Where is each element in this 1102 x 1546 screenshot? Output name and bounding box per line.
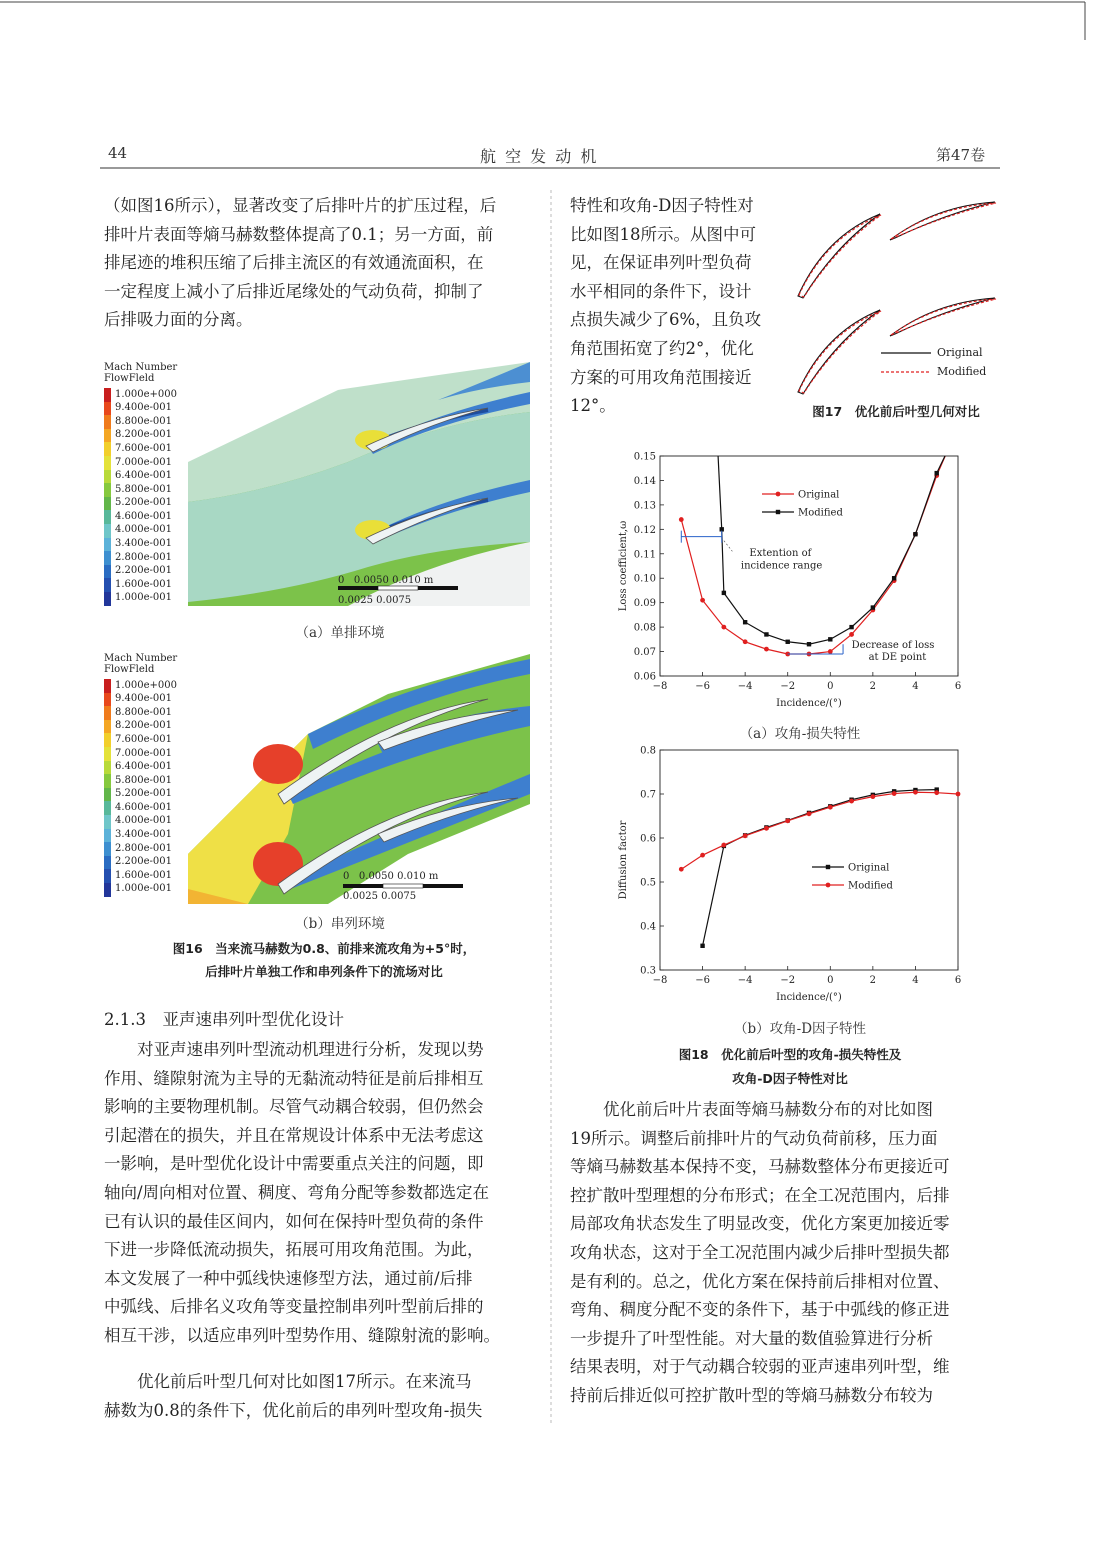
legend-entry [104,442,184,456]
legend-swatch [104,815,111,829]
data-point [743,639,748,644]
text-line: 后排吸力面的分离。 [104,310,253,330]
fig16a-legend [104,363,184,606]
text-line: 角范围拓宽了约2°，优化 [570,338,754,358]
y-tick-label: 0.6 [640,833,656,845]
data-point [934,790,939,795]
legend-swatch [104,402,111,416]
y-tick-label: 0.15 [633,451,656,463]
series-line-original [703,790,937,946]
legend-swatch [104,415,111,429]
legend-marker [826,865,830,869]
series-line-modified [681,792,958,869]
legend-swatch [104,720,111,734]
fig16b-scale-top: 0 0.0050 0.010 m [343,871,439,882]
legend-value: 1.000e-001 [115,883,173,895]
text-line: 攻角状态，这对于全工况范围内减少后排叶型损失都 [570,1242,950,1262]
x-tick-label: −2 [780,975,796,986]
data-point [828,637,832,641]
legend-value: 2.200e-001 [115,565,173,577]
text-line: 见，在保证串列叶型负荷 [570,253,752,273]
x-tick-label: 4 [912,681,919,692]
legend-value: 2.800e-001 [115,551,173,563]
legend-swatch [104,788,111,802]
text-line: 一影响，是叶型优化设计中需要重点关注的问题，即 [104,1154,484,1174]
legend-swatch [104,565,111,579]
legend-entry [104,856,184,870]
x-tick-label: −4 [737,975,753,986]
y-tick-label: 0.10 [633,573,656,585]
legend-value: 9.400e-001 [115,402,173,414]
legend-title: Mach Number [104,653,178,664]
legend-value: 2.800e-001 [115,842,173,854]
x-tick-label: 6 [954,975,962,986]
legend-swatch [104,388,111,402]
fig16-caption-line2: 后排叶片单独工作和串列条件下的流场对比 [205,964,443,979]
data-point [700,853,705,858]
fig16b-legend [104,654,184,897]
data-point [892,791,897,796]
data-point [721,625,726,630]
fig16-caption-line1: 图16 当来流马赫数为0.8、前排来流攻角为+5°时， [172,941,476,956]
x-tick-label: −4 [737,681,753,692]
text-line: 特性和攻角-D因子特性对 [570,196,754,215]
text-line: 持前后排近似可控扩散叶型的等熵马赫数分布较为 [570,1385,933,1405]
x-tick-label: 2 [869,681,877,692]
legend-entry [104,774,184,788]
legend-entry [104,470,184,484]
fig18-caption-line1: 图18 优化前后叶型的攻角-损失特性及 [678,1047,902,1062]
legend-entry [104,761,184,775]
legend-swatch [104,869,111,883]
legend-entry [104,510,184,524]
legend-label: Modified [848,880,893,892]
text-line: 结果表明，对于气动耦合较弱的亚声速串列叶型，维 [570,1357,950,1377]
legend-value: 2.200e-001 [115,856,173,868]
data-point [807,811,812,816]
text-line: 本文发展了一种中弧线快速修型方法，通过前/后排 [104,1268,473,1288]
data-point [679,517,684,522]
text-line: 赫数为0.8的条件下，优化前后的串列叶型攻角-损失 [104,1400,483,1420]
legend-entry [104,578,184,592]
legend-label: Original [848,862,890,874]
page-number: 44 [108,144,128,162]
fig16b-contour [188,654,530,904]
data-point [913,790,918,795]
y-tick-label: 0.07 [633,647,656,659]
x-tick-label: −2 [780,681,796,692]
text-line: 比如图18所示。从图中可 [570,224,756,244]
legend-value: 7.600e-001 [115,442,173,454]
y-tick-label: 0.4 [640,921,656,933]
legend-value: 8.200e-001 [115,720,173,732]
data-point [700,944,704,948]
text-line: 优化前后叶片表面等熵马赫数分布的对比如图 [603,1100,933,1119]
legend-value: 4.000e-001 [115,815,173,827]
y-tick-label: 0.08 [633,622,656,634]
data-point [913,532,917,536]
legend-swatch [104,747,111,761]
legend-swatch [104,429,111,443]
x-tick-label: 0 [827,975,834,986]
y-axis-label: Loss coefficient,ω [618,520,629,612]
data-point [956,792,961,797]
fig16a-contour [188,362,530,606]
legend-marker [776,510,780,514]
legend-swatch [104,510,111,524]
legend-swatch [104,733,111,747]
left-para-2 [104,1036,500,1351]
legend-value: 6.400e-001 [115,470,173,482]
legend-swatch [104,592,111,606]
data-point [849,625,853,629]
data-point [828,805,833,810]
text-line: 影响的主要物理机制。尽管气动耦合较弱，但仍然会 [104,1097,484,1117]
legend-value: 5.200e-001 [115,788,173,800]
fig18b-caption: （b）攻角-D因子特性 [733,1021,867,1037]
x-tick-label: 0 [827,681,834,692]
annotation-text: Extention of [749,548,812,560]
left-para-1 [104,192,496,335]
legend-swatch [104,829,111,843]
data-point [785,818,790,823]
volume-label: 第47卷 [936,146,986,164]
data-point [679,867,684,872]
text-line: 弯角、稠度分配不变的条件下，基于中弧线的修正进 [570,1300,950,1320]
x-tick-label: −8 [652,975,668,986]
legend-value: 5.800e-001 [115,483,173,495]
legend-entry [104,693,184,707]
legend-value: 1.000e-001 [115,592,173,604]
text-line: 一定程度上减小了后排近尾缘处的气动负荷，抑制了 [104,281,484,301]
text-line: 局部攻角状态发生了明显改变，优化方案更加接近零 [570,1214,950,1234]
text-line: 排叶片表面等熵马赫数整体提高了0.1；另一方面，前 [104,224,494,244]
legend-entry [104,788,184,802]
y-tick-label: 0.8 [640,745,656,757]
legend-label: Modified [798,507,843,519]
fig16a-scale-bottom: 0.0025 0.0075 [338,595,412,606]
legend-swatch [104,497,111,511]
y-tick-label: 0.14 [633,475,656,487]
y-tick-label: 0.5 [640,877,656,889]
text-line: 等熵马赫数基本保持不变，马赫数整体分布更接近可 [570,1157,950,1177]
y-tick-label: 0.13 [633,500,656,512]
legend-value: 4.600e-001 [115,801,173,813]
legend-swatch [104,524,111,538]
legend-value: 5.800e-001 [115,774,173,786]
text-line: 引起潜在的损失，并且在常规设计体系中无法考虑这 [104,1125,484,1145]
legend-swatch [104,538,111,552]
annotation-text: at DE point [868,652,927,664]
fig17-caption: 图17 优化前后叶型几何对比 [812,404,980,419]
right-para-2 [570,1096,950,1411]
legend-value: 8.800e-001 [115,415,173,427]
left-para-3 [104,1368,482,1425]
legend-swatch [104,551,111,565]
journal-title: 航 空 发 动 机 [480,147,599,166]
legend-entry [104,842,184,856]
legend-entry [104,538,184,552]
fig17-legend-modified: Modified [937,365,987,378]
legend-entry [104,402,184,416]
legend-entry [104,565,184,579]
legend-title: Mach Number [104,362,178,373]
text-line: 点损失减少了6%，且负攻 [570,310,762,330]
y-tick-label: 0.09 [633,598,656,610]
data-point [743,833,748,838]
legend-swatch [104,456,111,470]
legend-swatch [104,706,111,720]
fig17-legend-original: Original [937,346,983,359]
legend-value: 7.000e-001 [115,747,173,759]
annotation-text: Decrease of loss [851,639,935,651]
legend-entry [104,483,184,497]
legend-value: 1.000e+000 [115,679,178,691]
legend-value: 3.400e-001 [115,538,173,550]
text-line: 下进一步降低流动损失，拓展可用攻角范围。为此， [104,1240,484,1260]
legend-entry [104,551,184,565]
text-line: 水平相同的条件下，设计 [570,281,752,301]
legend-swatch [104,801,111,815]
legend-swatch [104,761,111,775]
legend-entry [104,829,184,843]
y-tick-label: 0.12 [633,524,656,536]
legend-value: 8.800e-001 [115,706,173,718]
text-line: 是有利的。总之，优化方案在保持前后排相对位置、 [570,1271,950,1291]
legend-label: Original [798,489,840,501]
data-point [870,794,875,799]
x-tick-label: 2 [869,975,877,986]
x-axis-label: Incidence/(°) [776,992,842,1003]
text-line: （如图16所示），显著改变了后排叶片的扩压过程，后 [104,196,497,215]
data-point [935,471,939,475]
y-tick-label: 0.11 [633,549,656,561]
legend-swatch [104,679,111,693]
legend-swatch [104,693,111,707]
legend-subtitle: FlowFleld [104,663,155,675]
legend-swatch [104,774,111,788]
data-point [743,620,747,624]
data-point [871,605,875,609]
text-line: 作用、缝隙射流为主导的无黏流动特征是前后排相互 [104,1068,484,1088]
data-point [722,591,726,595]
legend-value: 3.400e-001 [115,829,173,841]
text-line: 已有认识的最佳区间内，如何在保持叶型负荷的条件 [104,1211,484,1231]
data-point [849,799,854,804]
series-line-modified [717,450,947,644]
y-tick-label: 0.06 [633,671,656,683]
x-axis-label: Incidence/(°) [776,698,842,709]
legend-swatch [104,470,111,484]
legend-entry [104,592,184,606]
fig16a-scale-top: 0 0.0050 0.010 m [338,575,434,586]
legend-entry [104,869,184,883]
text-line: 控扩散叶型理想的分布形式；在全工况范围内，后排 [570,1185,950,1205]
text-line: 优化前后叶型几何对比如图17所示。在来流马 [137,1372,472,1391]
annotation-leader [724,541,733,552]
text-line: 中弧线、后排名义攻角等变量控制串列叶型前后排的 [104,1297,484,1317]
legend-value: 7.000e-001 [115,456,173,468]
legend-value: 6.400e-001 [115,761,173,773]
x-tick-label: 6 [954,681,962,692]
legend-entry [104,429,184,443]
legend-entry [104,679,184,693]
legend-entry [104,733,184,747]
text-line: 对亚声速串列叶型流动机理进行分析，发现以势 [137,1040,484,1059]
y-tick-label: 0.3 [640,965,656,977]
y-tick-label: 0.7 [640,789,656,801]
legend-entry [104,801,184,815]
legend-value: 4.600e-001 [115,510,173,522]
x-tick-label: −8 [652,681,668,692]
x-tick-label: −6 [695,975,710,986]
legend-entry [104,706,184,720]
legend-entry [104,747,184,761]
fig16b-caption: （b）串列环境 [295,916,385,932]
legend-swatch [104,442,111,456]
fig18a-caption: （a）攻角-损失特性 [739,726,861,742]
data-point [764,647,769,652]
legend-entry [104,456,184,470]
text-line: 方案的可用攻角范围接近 [570,367,752,387]
y-axis-label: Diffusion factor [618,820,629,900]
data-point [764,632,768,636]
data-point [892,576,896,580]
legend-subtitle: FlowFleld [104,372,155,384]
text-line: 一步提升了叶型性能。对大量的数值验算进行分析 [570,1328,933,1348]
fig16b-scale-bottom: 0.0025 0.0075 [343,891,417,902]
data-point [786,640,790,644]
legend-value: 1.600e-001 [115,869,173,881]
text-line: 相互干涉，以适应串列叶型势作用、缝隙射流的影响。 [104,1325,500,1345]
legend-value: 7.600e-001 [115,733,173,745]
data-point [700,598,705,603]
right-para-1 [570,192,761,421]
text-line: 排尾迹的堆积压缩了后排主流区的有效通流面积，在 [104,253,484,273]
legend-swatch [104,856,111,870]
text-line: 轴向/周向相对位置、稠度、弯角分配等参数都选定在 [104,1182,490,1202]
legend-value: 1.600e-001 [115,578,173,590]
data-point [849,632,854,637]
legend-swatch [104,578,111,592]
legend-entry [104,524,184,538]
text-line: 19所示。调整后前排叶片的气动负荷前移，压力面 [570,1128,938,1148]
x-tick-label: 4 [912,975,919,986]
legend-value: 9.400e-001 [115,693,173,705]
fig18-caption-line2: 攻角-D因子特性对比 [732,1071,848,1086]
legend-entry [104,815,184,829]
section-title: 2.1.3 亚声速串列叶型优化设计 [104,1010,344,1029]
data-point [807,642,811,646]
legend-value: 8.200e-001 [115,429,173,441]
legend-swatch [104,483,111,497]
legend-swatch [104,842,111,856]
legend-entry [104,883,184,897]
legend-value: 1.000e+000 [115,388,178,400]
legend-value: 4.000e-001 [115,524,173,536]
data-point [828,649,833,654]
annotation-text: incidence range [740,560,823,572]
x-tick-label: −6 [695,681,710,692]
legend-marker [826,883,831,888]
legend-entry [104,720,184,734]
fig18b-chart [612,744,972,1012]
legend-entry [104,497,184,511]
legend-value: 5.200e-001 [115,497,173,509]
legend-swatch [104,883,111,897]
legend-entry [104,415,184,429]
data-point [764,826,769,831]
text-line: 12°。 [570,396,616,416]
fig16a-caption: （a）单排环境 [295,625,385,641]
data-point [721,843,726,848]
legend-entry [104,388,184,402]
fig18a-chart [612,450,972,718]
legend-marker [776,492,781,497]
series-line-original [681,451,947,654]
